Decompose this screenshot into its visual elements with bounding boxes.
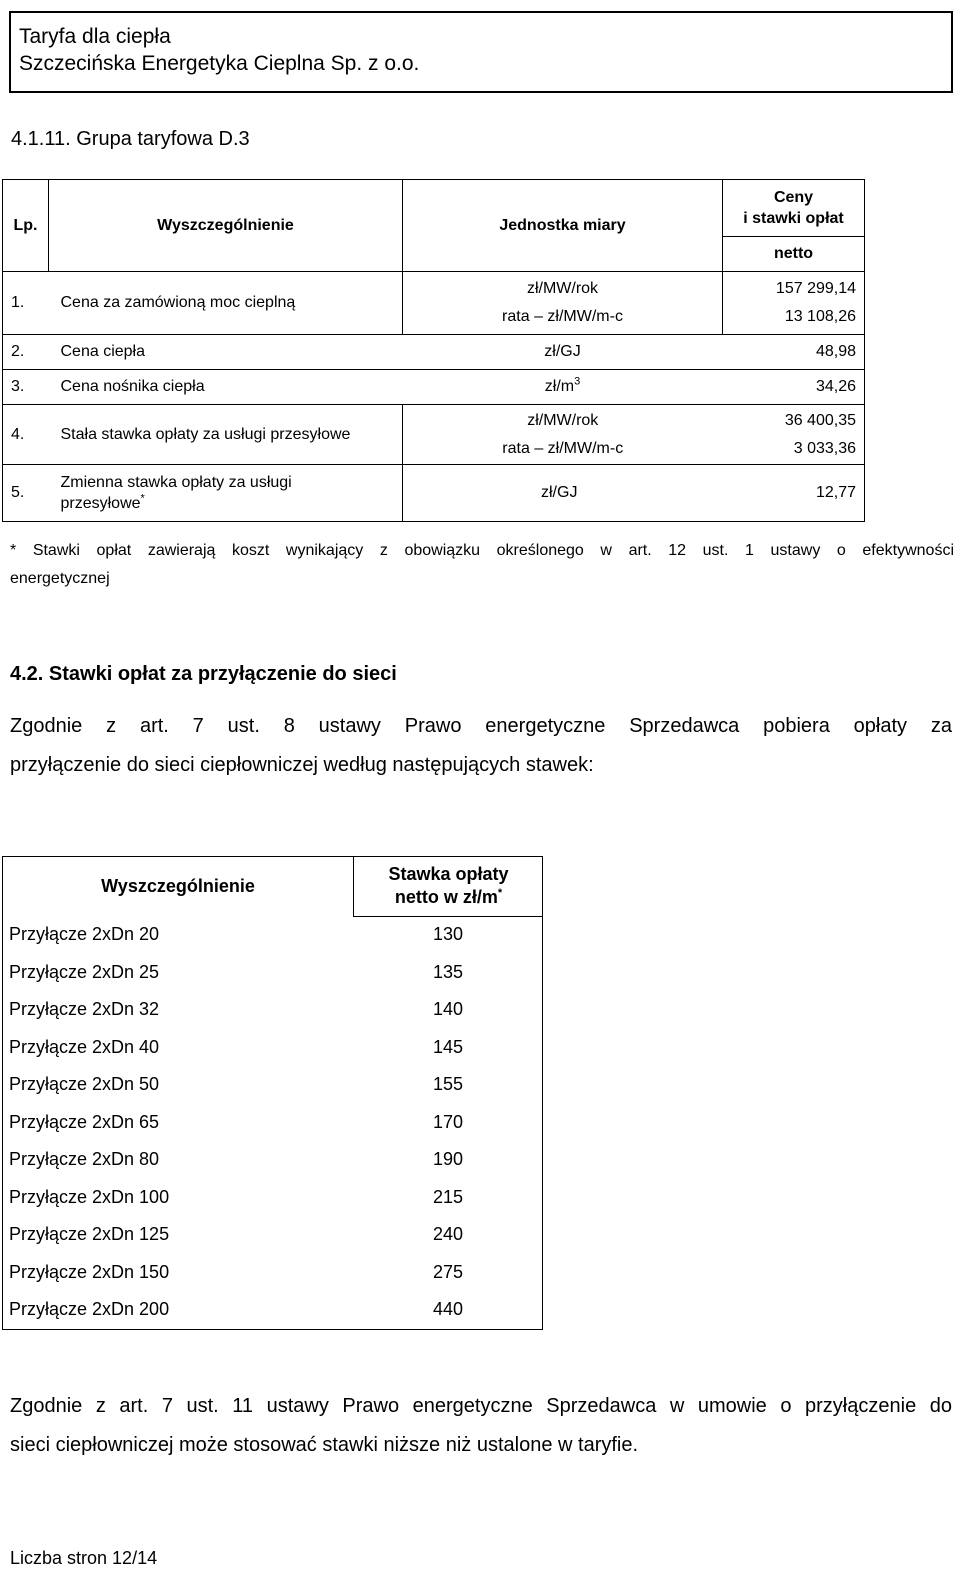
row-value <box>723 272 865 335</box>
conn-row-value: 240 <box>433 1224 464 1244</box>
section-title: 4.1.11. Grupa taryfowa D.3 <box>11 128 250 150</box>
page-count: Liczba stron 12/14 <box>10 1548 158 1568</box>
conn-row-name: Przyłącze 2xDn 125 <box>9 1224 170 1244</box>
row-unit <box>403 370 723 405</box>
table-row <box>3 405 865 465</box>
row-unit <box>403 405 723 465</box>
row-unit-sup: 3 <box>574 375 581 388</box>
row-value-1: 36 400,35 <box>784 411 856 429</box>
conn-row-name: Przyłącze 2xDn 40 <box>9 1036 160 1057</box>
row-value-2: 3 033,36 <box>793 439 856 457</box>
conn-row-value: 215 <box>433 1186 464 1207</box>
conn-row-name: Przyłącze 2xDn 80 <box>9 1149 160 1169</box>
row-value-2: 13 108,26 <box>784 308 856 325</box>
header-company: Szczecińska Energetyka Cieplna Sp. z o.o. <box>19 52 420 75</box>
row-unit-2: rata – zł/MW/m-c <box>502 308 623 325</box>
row-unit-1: zł/MW/rok <box>526 280 599 297</box>
row-unit: zł/GJ <box>403 465 723 522</box>
header-price-netto: netto <box>723 237 865 272</box>
conn-row-name: Przyłącze 2xDn 50 <box>9 1074 160 1094</box>
conn-row-name: Przyłącze 2xDn 200 <box>9 1299 170 1319</box>
conn-row-name: Przyłącze 2xDn 20 <box>9 924 160 944</box>
conn-row-value: 440 <box>433 1299 464 1319</box>
header-price-line1: Ceny <box>773 189 814 206</box>
conn-row-name: Przyłącze 2xDn 150 <box>9 1261 170 1282</box>
conn-row-value: 275 <box>433 1261 464 1282</box>
header-title: Taryfa dla ciepła <box>19 25 171 48</box>
row-desc-sup: * <box>140 492 145 505</box>
conn-row-name: Przyłącze 2xDn 100 <box>9 1186 170 1207</box>
conn-header-rate <box>353 856 543 917</box>
row-desc-2 <box>61 493 403 514</box>
conn-row-name: Przyłącze 2xDn 65 <box>9 1111 160 1132</box>
para1-line1: Zgodnie z art. 7 ust. 8 ustawy Prawo energetyczne Sprzedawca pobiera opłaty za <box>10 715 952 737</box>
conn-header-sup: * <box>497 886 503 899</box>
row-unit <box>403 272 723 335</box>
conn-header-desc: Wyszczególnienie <box>101 875 255 896</box>
section2-title: 4.2. Stawki opłat za przyłączenie do sieci <box>10 663 397 685</box>
conn-row-value: 155 <box>433 1074 464 1094</box>
row-desc-1: Zmienna stawka opłaty za usługi <box>60 474 292 491</box>
para1-line2: przyłączenie do sieci ciepłowniczej według następujących stawek: <box>10 754 594 776</box>
table-row <box>3 335 865 370</box>
header-desc: Wyszczególnienie <box>49 180 403 272</box>
conn-header-rate-2-text: netto w zł/m <box>394 886 498 907</box>
row-lp: 4. <box>3 405 49 465</box>
table-row <box>3 465 865 522</box>
row-desc: Stała stawka opłaty za usługi przesyłowe <box>49 405 403 465</box>
para2-line2: sieci ciepłowniczej może stosować stawki niższe niż ustalone w taryfie. <box>10 1434 639 1456</box>
conn-row-value: 190 <box>433 1149 464 1169</box>
connection-fee-table <box>2 856 543 1330</box>
conn-row-value: 135 <box>433 961 464 982</box>
row-desc: Cena za zamówioną moc cieplną <box>49 272 403 335</box>
row-unit-1: zł/MW/rok <box>527 411 599 429</box>
conn-row-value: 130 <box>433 924 464 944</box>
row-lp: 1. <box>3 272 49 335</box>
header-unit-label: Jednostka miary <box>499 216 626 234</box>
conn-row-name: Przyłącze 2xDn 25 <box>9 961 160 982</box>
tariff-table <box>2 179 865 522</box>
row-lp: 3. <box>3 370 49 405</box>
conn-row-name: Przyłącze 2xDn 32 <box>9 999 160 1019</box>
table-row <box>3 272 865 335</box>
row-lp: 2. <box>3 335 49 370</box>
header-unit <box>403 180 723 272</box>
header-lp: Lp. <box>3 180 49 272</box>
row-desc: Cena nośnika ciepła <box>49 370 403 405</box>
header-price <box>723 180 865 237</box>
row-value: 34,26 <box>723 370 865 405</box>
row-unit-text: zł/m <box>544 378 575 395</box>
footnote-line2: energetycznej <box>10 570 110 587</box>
document-header <box>9 11 953 93</box>
header-price-line2: i stawki opłat <box>743 210 844 227</box>
row-value <box>723 405 865 465</box>
conn-row-value: 170 <box>433 1111 464 1132</box>
row-desc: Cena ciepła <box>49 335 403 370</box>
row-unit: zł/GJ <box>403 335 723 370</box>
conn-header-rate-2 <box>395 886 502 909</box>
footnote-line1: * Stawki opłat zawierają koszt wynikający z obowiązku określonego w art. 12 ust. 1 ustawy o efektywności <box>10 542 954 559</box>
conn-row-value: 145 <box>433 1036 464 1057</box>
conn-header-rate-1: Stawka opłaty <box>388 863 509 884</box>
row-value: 12,77 <box>723 465 865 522</box>
row-lp: 5. <box>3 465 49 522</box>
para2-line1: Zgodnie z art. 7 ust. 11 ustawy Prawo energetyczne Sprzedawca w umowie o przyłączenie do <box>10 1395 952 1417</box>
row-desc <box>49 465 403 522</box>
row-value: 48,98 <box>723 335 865 370</box>
row-unit-2: rata – zł/MW/m-c <box>502 439 624 457</box>
conn-row-value: 140 <box>433 999 464 1019</box>
row-value-1: 157 299,14 <box>775 280 856 297</box>
table-row <box>3 370 865 405</box>
row-desc-2-text: przesyłowe <box>60 495 141 512</box>
